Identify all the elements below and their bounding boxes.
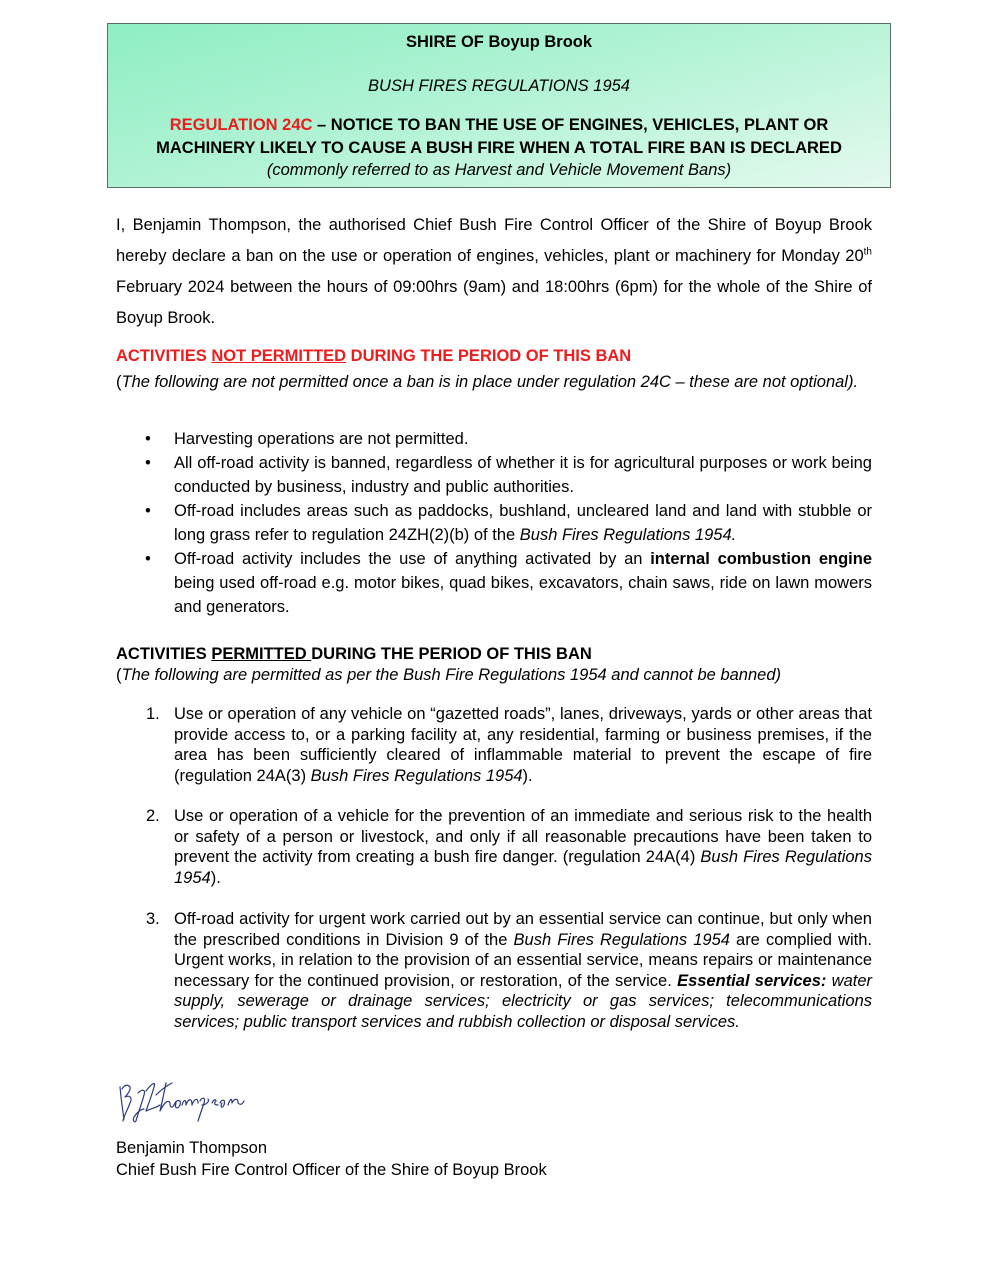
heading-prefix: ACTIVITIES — [116, 645, 212, 663]
regulations-title: BUSH FIRES REGULATIONS 1954 — [368, 77, 630, 95]
item-text-after: being used off-road e.g. motor bikes, quad bikes, excavators, chain saws, ride on lawn mowers and generators. — [174, 574, 872, 616]
paren-open: ( — [116, 373, 122, 391]
regulation-heading — [108, 114, 890, 160]
list-item — [116, 547, 872, 619]
regulation-label: REGULATION 24C — [169, 116, 313, 134]
subtitle-text: The following are not permitted once a ban is in place under regulation 24C – these are not optional). — [121, 373, 859, 391]
item-number: 1. — [146, 705, 160, 723]
item-text-after: are complied with. Urgent works, in relation to the provision of an essential service, means repairs or maintenance necessary for the continued provision, or restoration, of the service. — [174, 930, 873, 990]
item-italic: Bush Fires Regulations 1954 — [174, 848, 872, 887]
bullet-icon: • — [145, 502, 151, 520]
item-text-after: ). — [210, 868, 221, 887]
heading-suffix: DURING THE PERIOD OF THIS BAN — [346, 347, 632, 365]
subtitle-text: The following are permitted as per the Bush Fire Regulations 1954 and cannot be banned) — [121, 666, 782, 684]
list-item — [116, 909, 872, 1032]
paren-open: ( — [116, 666, 122, 684]
item-italic: Bush Fires Regulations 1954. — [519, 526, 737, 544]
item-italic: Bush Fires Regulations 1954 — [513, 930, 730, 949]
item-text: Use or operation of any vehicle on “gazetted roads”, lanes, driveways, yards or other areas that provide access to, or a parking facility at, any residential, farming or business premises, if the area has been sufficiently cleared of inflammable material to prevent the escape of fire (regulation 24A(3) — [174, 705, 872, 785]
permitted-heading — [116, 645, 592, 664]
declaration-text-1: I, Benjamin Thompson, the authorised Chief Bush Fire Control Officer of the Shire of Boyup Brook hereby declare a ban on the use or operation of engines, vehicles, plant or machinery for Monday 20 — [116, 216, 872, 265]
list-item — [116, 806, 872, 888]
heading-prefix: ACTIVITIES — [116, 347, 212, 365]
notice-header-box — [107, 23, 891, 188]
signatory-name: Benjamin Thompson — [116, 1139, 268, 1157]
not-permitted-subtitle — [116, 371, 872, 394]
heading-underlined: NOT PERMITTED — [211, 347, 347, 365]
item-italic: Bush Fires Regulations 1954 — [310, 766, 523, 785]
heading-underlined: PERMITTED — [211, 645, 312, 663]
item-text: All off-road activity is banned, regardless of whether it is for agricultural purposes or work being conducted by business, industry and public authorities. — [174, 454, 872, 496]
permitted-subtitle — [116, 664, 781, 686]
item-text: Harvesting operations are not permitted. — [174, 430, 469, 448]
list-item — [116, 499, 872, 547]
item-bold: internal combustion engine — [650, 550, 872, 568]
permitted-list — [116, 704, 872, 1052]
declaration-text-2: February 2024 between the hours of 09:00hrs (9am) and 18:00hrs (6pm) for the whole of the Shire of Boyup Brook. — [116, 278, 872, 327]
common-name: (commonly referred to as Harvest and Vehicle Movement Bans) — [266, 161, 732, 179]
regulation-title-line1: – NOTICE TO BAN THE USE OF ENGINES, VEHICLES, PLANT OR — [312, 116, 829, 134]
bullet-icon: • — [145, 454, 151, 472]
item-text: Off-road includes areas such as paddocks, bushland, uncleared land and land with stubble or long grass refer to regulation 24ZH(2)(b) of the — [174, 502, 872, 544]
item-number: 2. — [146, 807, 160, 825]
declaration-paragraph — [116, 210, 872, 334]
signatory-role: Chief Bush Fire Control Officer of the Shire of Boyup Brook — [116, 1161, 547, 1179]
bullet-icon: • — [145, 550, 151, 568]
not-permitted-list — [116, 427, 872, 619]
item-italic-after: water supply, sewerage or drainage services; electricity or gas services; telecommunications services; public transport services and rubbish collection or disposal services. — [174, 971, 872, 1031]
item-text-after: ). — [522, 766, 533, 785]
bullet-icon: • — [145, 430, 151, 448]
item-text: Off-road activity includes the use of anything activated by an — [174, 550, 651, 568]
item-bold-italic: Essential services: — [677, 971, 827, 990]
shire-title: SHIRE OF Boyup Brook — [405, 33, 593, 51]
heading-suffix: DURING THE PERIOD OF THIS BAN — [311, 645, 592, 663]
not-permitted-heading — [116, 347, 631, 366]
item-number: 3. — [146, 910, 160, 928]
item-text: Off-road activity for urgent work carried out by an essential service can continue, but only when the prescribed conditions in Division 9 of the — [174, 910, 872, 949]
list-item — [116, 704, 872, 786]
signature-image — [116, 1075, 276, 1127]
item-text: Use or operation of a vehicle for the prevention of an immediate and serious risk to the health or safety of a person or livestock, and only if all reasonable precautions have been taken to prevent the activity from creating a bush fire danger. (regulation 24A(4) — [174, 807, 872, 866]
list-item — [116, 427, 872, 451]
list-item — [116, 451, 872, 499]
date-superscript: th — [863, 246, 872, 258]
regulation-title-line2: MACHINERY LIKELY TO CAUSE A BUSH FIRE WHEN A TOTAL FIRE BAN IS DECLARED — [156, 139, 842, 157]
